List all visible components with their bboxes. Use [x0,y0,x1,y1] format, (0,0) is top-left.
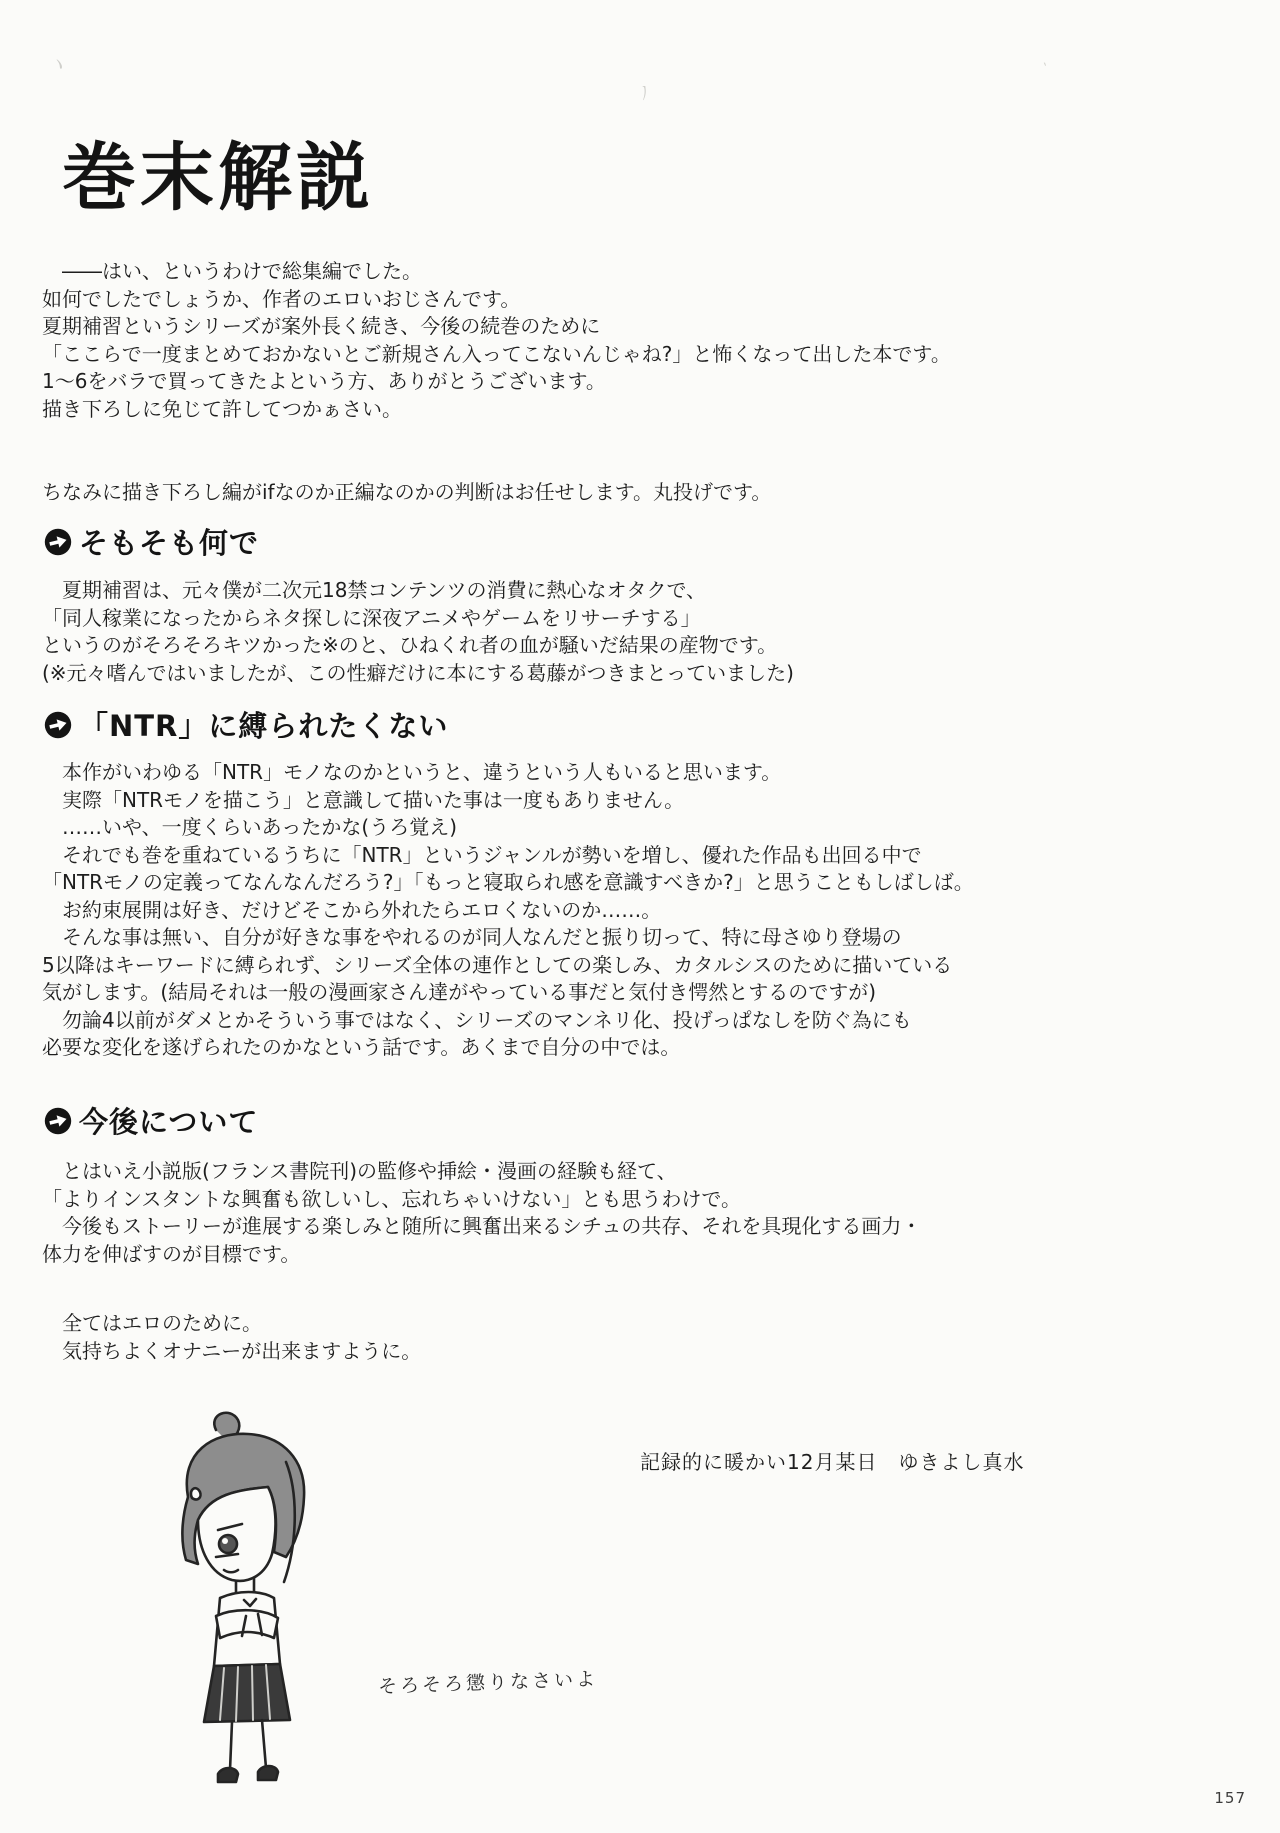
text-line: とはいえ小説版(フランス書院刊)の監修や挿絵・漫画の経験も経て、 [42,1159,677,1183]
scan-artifact: ノ [632,79,657,105]
text-line: ちなみに描き下ろし編がifなのか正編なのかの判断はお任せします。丸投げです。 [42,480,772,504]
text-line: 如何でしたでしょうか、作者のエロいおじさんです。 [42,286,521,311]
text-line: 「よりインスタントな興奮も欲しいし、忘れちゃいけない」とも思うわけで。 [42,1186,741,1211]
text-line: それでも巻を重ねているうちに「NTR」というジャンルが勢いを増し、優れた作品も出回る中で [42,842,922,867]
closing-paragraph [42,1310,1250,1365]
text-line: 「NTRモノの定義ってなんなんだろう?」「もっと寝取られ感を意識すべきか?」と思うこともしばしば。 [42,870,974,894]
page-number: 157 [1214,1789,1246,1807]
section-body [42,577,1250,687]
section-heading-future [44,1100,258,1141]
arrow-right-circle-icon [44,528,72,556]
author-signature: 記録的に暖かい12月某日 ゆきよし真水 [640,1450,1025,1474]
text-line: 「同人稼業になったからネタ探しに深夜アニメやゲームをリサーチする」 [42,605,701,630]
text-line: 必要な変化を遂げられたのかなという話です。あくまで自分の中では。 [42,1035,681,1059]
note-paragraph [42,479,1250,507]
section-body [42,1158,1250,1268]
text-line: ――はい、というわけで総集編でした。 [42,259,422,283]
text-line: 5以降はキーワードに縛られず、シリーズ全体の連作としての楽しみ、カタルシスのために描いている [42,952,953,977]
text-line: 気がします。(結局それは一般の漫画家さん達がやっている事だと気付き愕然とするのですが) [42,980,877,1004]
text-line: 本作がいわゆる「NTR」モノなのかというと、違うという人もいると思います。 [42,760,782,784]
text-line: 今後もストーリーが進展する楽しみと随所に興奮出来るシチュの共存、それを具現化する画力・ [42,1214,922,1238]
text-line: というのがそろそろキツかった※のと、ひねくれ者の血が騒いだ結果の産物です。 [42,633,778,657]
section-heading-label: そもそも何で [79,526,260,560]
section-body [42,759,1250,1062]
text-line: 勿論4以前がダメとかそういう事ではなく、シリーズのマンネリ化、投げっぱなしを防ぐ為にも [42,1007,912,1032]
section-heading-label: 今後について [79,1105,259,1139]
scan-artifact: ヽ [45,50,72,80]
section-heading-ntr [44,704,448,745]
text-line: そんな事は無い、自分が好きな事をやれるのが同人なんだと振り切って、特に母さゆり登場の [42,925,902,949]
arrow-right-circle-icon [44,1107,72,1135]
chibi-girl-illustration [158,1402,358,1797]
handwritten-note: そろそろ懲りなさいよ [377,1668,599,1698]
text-line: お約束展開は好き、だけどそこから外れたらエロくないのか……。 [42,897,662,922]
text-line: (※元々嗜んではいましたが、この性癖だけに本にする葛藤がつきまとっていました) [42,660,794,685]
text-line: 夏期補習というシリーズが案外長く続き、今後の続巻のために [42,314,601,338]
text-line: 体力を伸ばすのが目標です。 [42,1241,301,1266]
intro-paragraph [42,258,1250,423]
scan-artifact: ` [1037,61,1050,79]
text-line: ……いや、一度くらいあったかな(うろ覚え) [42,815,458,839]
text-line: 全てはエロのために。 [42,1311,262,1335]
text-line: 1〜6をバラで買ってきたよという方、ありがとうございます。 [42,369,606,393]
text-line: 実際「NTRモノを描こう」と意識して描いた事は一度もありません。 [42,787,685,812]
arrow-right-circle-icon [44,711,72,739]
text-line: 描き下ろしに免じて許してつかぁさい。 [42,396,402,421]
text-line: 「ここらで一度まとめておかないとご新規さん入ってこないんじゃね?」と怖くなって出した本です。 [42,341,951,366]
section-heading-label: 「NTR」に縛られたくない [79,709,449,743]
page-title: 巻末解説 [62,135,374,221]
text-line: 気持ちよくオナニーが出来ますように。 [42,1338,422,1363]
section-heading-why [44,521,259,562]
text-line: 夏期補習は、元々僕が二次元18禁コンテンツの消費に熱心なオタクで、 [42,578,707,602]
